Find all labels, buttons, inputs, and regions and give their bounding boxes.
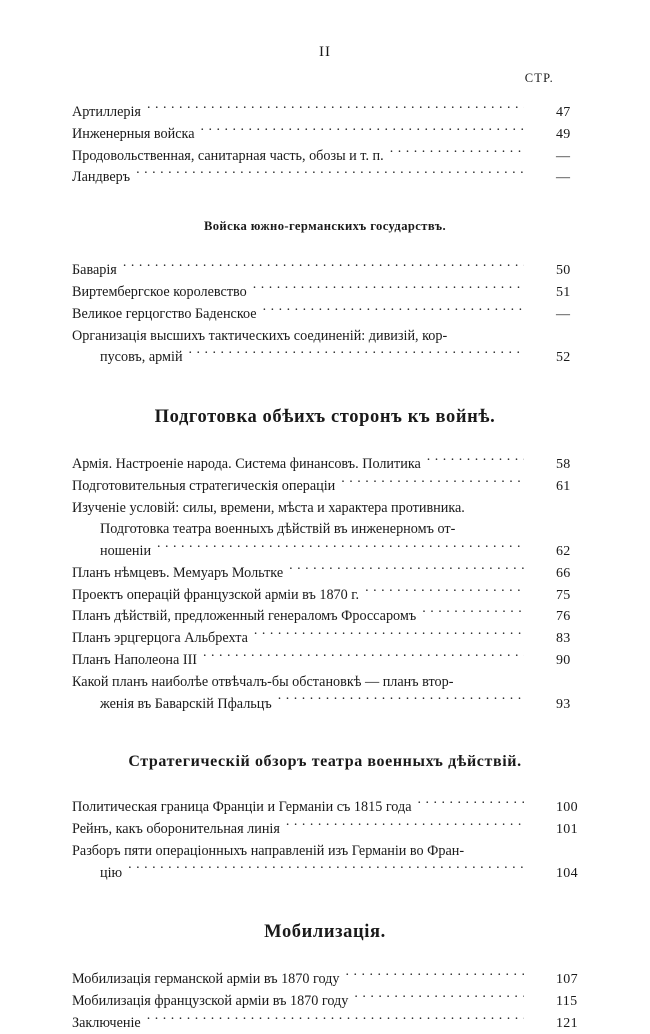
toc-leader-dots (254, 628, 524, 642)
toc-entry-continuation[interactable] (72, 541, 602, 563)
toc-entry-label: Инженерныя войска (72, 125, 195, 142)
toc-entry-page: 90 (556, 652, 571, 668)
toc-group (72, 260, 602, 369)
toc-entry[interactable] (72, 650, 602, 672)
toc-entry-continuation[interactable] (72, 519, 602, 541)
toc-entry-page: 107 (556, 972, 578, 988)
toc-leader-dots (470, 841, 524, 855)
toc-entry[interactable] (72, 124, 602, 146)
toc-leader-dots (278, 693, 524, 707)
toc-section-heading: Войска южно-германскихъ государствъ. (203, 219, 447, 234)
toc-entry-label: Изученіе условій: силы, времени, мѣста и характера противника. (72, 499, 465, 516)
toc-entry-label: Мобилизація французской арміи въ 1870 году (72, 993, 349, 1010)
toc-entry-label: Планъ Наполеона III (72, 651, 198, 668)
toc-entry[interactable] (72, 304, 602, 326)
toc-section-heading: Подготовка обѣихъ сторонъ къ войнѣ. (154, 406, 496, 427)
toc-entry-label: Подготовка театра военныхъ дѣйствій въ инженерномъ от- (100, 521, 456, 538)
toc-entry-label: Заключеніе (72, 1014, 141, 1031)
toc-entry-continuation[interactable] (72, 862, 602, 884)
toc-entry-label: Рейнъ, какъ оборонительная линія (72, 821, 280, 838)
toc-group (72, 797, 602, 884)
toc-entry-label: Организація высшихъ тактическихъ соединеній: дивизій, кор- (72, 327, 448, 344)
toc-entry[interactable] (72, 606, 602, 628)
toc-entry-label: пусовъ, армій (100, 349, 183, 366)
toc-entry-label: Планъ нѣмцевъ. Мемуаръ Мольтке (72, 564, 284, 581)
toc-leader-dots (147, 1013, 524, 1027)
toc-section-heading: Мобилизація. (264, 922, 386, 943)
toc-leader-dots (422, 606, 524, 620)
toc-entry-page: 100 (556, 800, 578, 816)
toc-entry[interactable] (72, 841, 602, 863)
toc-entry[interactable] (72, 167, 602, 189)
toc-leader-dots (203, 650, 524, 664)
toc-entry-page: 62 (556, 544, 571, 560)
toc-leader-dots (123, 260, 524, 274)
toc-entry[interactable] (72, 819, 602, 841)
toc-leader-dots (128, 862, 524, 876)
toc-leader-dots (459, 672, 524, 686)
toc-entry-page: 49 (556, 126, 571, 142)
toc-leader-dots (365, 584, 524, 598)
toc-entry-page: 83 (556, 631, 571, 647)
toc-entry[interactable] (72, 476, 602, 498)
toc-leader-dots (147, 102, 524, 116)
toc-entry[interactable] (72, 628, 602, 650)
toc-group (72, 102, 602, 189)
toc-entry[interactable] (72, 325, 602, 347)
page-column-header: СТР. (524, 71, 554, 85)
toc-entry-label: Великое герцогство Баденское (72, 305, 257, 322)
toc-entry[interactable] (72, 260, 602, 282)
toc-entry[interactable] (72, 282, 602, 304)
toc-entry[interactable] (72, 991, 602, 1013)
toc-entry-page: 47 (556, 105, 571, 121)
toc-entry-page: 50 (556, 263, 571, 279)
toc-leader-dots (253, 282, 524, 296)
toc-section-heading: Стратегическій обзоръ театра военныхъ дѣйствій. (128, 753, 522, 771)
toc-leader-dots (136, 167, 524, 181)
toc-entry-label: Проектъ операцій французской арміи въ 1870 г. (72, 586, 360, 603)
toc-entry-label: ношеніи (100, 543, 152, 560)
toc-entry-label: Какой планъ наиболѣе отвѣчалъ-бы обстановкѣ — планъ втор- (72, 673, 454, 690)
toc-entry-label: Мобилизація германской арміи въ 1870 году (72, 971, 340, 988)
toc-entry-page: 66 (556, 565, 571, 581)
toc-entry-page: 101 (556, 822, 578, 838)
toc-entry-page: 115 (556, 994, 578, 1010)
toc-entry-page: 51 (556, 285, 571, 301)
toc-entry[interactable] (72, 454, 602, 476)
toc-entry-label: цію (100, 864, 123, 881)
table-of-contents (0, 86, 650, 1034)
toc-entry-page: 61 (556, 478, 571, 494)
toc-entry-page: 52 (556, 350, 571, 366)
toc-entry-label: Ландверъ (72, 169, 131, 186)
toc-entry[interactable] (72, 497, 602, 519)
toc-leader-dots (418, 797, 524, 811)
toc-entry-page: 58 (556, 457, 571, 473)
toc-entry-label: Виртембергское королевство (72, 284, 247, 301)
toc-entry-label: Планъ эрцгерцога Альбрехта (72, 630, 248, 647)
toc-entry-page: — (556, 170, 571, 186)
toc-entry-page: — (556, 148, 571, 164)
toc-leader-dots (289, 563, 524, 577)
toc-entry-page: 75 (556, 587, 571, 603)
toc-entry[interactable] (72, 969, 602, 991)
toc-entry[interactable] (72, 563, 602, 585)
toc-entry-page: 104 (556, 865, 578, 881)
toc-leader-dots (354, 991, 524, 1005)
toc-entry[interactable] (72, 797, 602, 819)
toc-entry-label: Артиллерія (72, 104, 141, 121)
toc-leader-dots (201, 124, 525, 138)
toc-entry-continuation[interactable] (72, 347, 602, 369)
toc-entry[interactable] (72, 1013, 602, 1034)
spacer (0, 86, 650, 102)
toc-entry-label: Баварія (72, 262, 117, 279)
toc-entry[interactable] (72, 146, 602, 168)
toc-leader-dots (157, 541, 524, 555)
toc-entry-page: 93 (556, 696, 571, 712)
toc-leader-dots (390, 146, 524, 160)
toc-leader-dots (189, 347, 524, 361)
toc-entry-label: Продовольственная, санитарная часть, обозы и т. п. (72, 147, 384, 164)
page-number: II (319, 44, 331, 60)
toc-entry-label: Разборъ пяти операціонныхъ направленій изъ Германіи во Фран- (72, 842, 465, 859)
toc-entry-page: — (556, 306, 571, 322)
toc-leader-dots (286, 819, 524, 833)
toc-leader-dots (427, 454, 524, 468)
toc-leader-dots (345, 969, 524, 983)
toc-leader-dots (461, 519, 524, 533)
toc-entry-label: женія въ Баварскій Пфальцъ (100, 695, 272, 712)
toc-entry-label: Армія. Настроеніе народа. Система финансовъ. Политика (72, 456, 421, 473)
toc-entry-label: Политическая граница Франціи и Германіи съ 1815 года (72, 799, 412, 816)
toc-group (72, 454, 602, 715)
toc-leader-dots (471, 497, 524, 511)
toc-entry[interactable] (72, 584, 602, 606)
toc-leader-dots (453, 325, 524, 339)
toc-entry-label: Планъ дѣйствій, предложенный генераломъ Фроссаромъ (72, 608, 417, 625)
toc-entry[interactable] (72, 102, 602, 124)
toc-entry-page: 121 (556, 1015, 578, 1031)
toc-leader-dots (263, 304, 524, 318)
toc-leader-dots (341, 476, 524, 490)
toc-entry-label: Подготовительныя стратегическія операціи (72, 477, 336, 494)
toc-entry[interactable] (72, 672, 602, 694)
toc-entry-continuation[interactable] (72, 693, 602, 715)
toc-entry-page: 76 (556, 609, 571, 625)
toc-group (72, 969, 602, 1034)
